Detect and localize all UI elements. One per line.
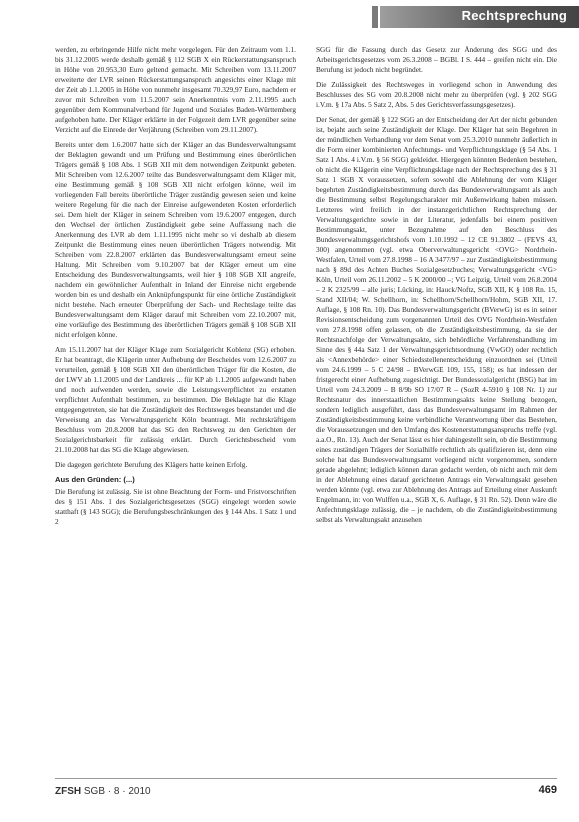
paragraph: Der Senat, der gemäß § 122 SGG an der Entscheidung der Art der nicht gebunden ist, bejaht auch seine Zuständigkeit der Klage. Der Kläger hat sein Begehren in der mündlichen Verhandlung vor dem Senat vom 25.3.2010 nunmehr äußerlich in die Form einer kombinierten Anfechtungs- und Verpflichtungsklage (§ 54 Abs. 1 Satz 1 Abs. 4 i.V.m. § 56 SGG) gekleidet. Hiergegen könnten Bedenken bestehen, ob nicht die Klägerin eine Verpflichtungsklage nach der Rechtsprechung des § 31 Satz 1 SGB X voraussetzen, sofern sowohl die Ablehnung der vom Kläger begehrten Zuständigkeitsbestimmung durch das Bundesverwaltungsamt als auch die Bestimmung selbst Regelungscharakter mit Außenwirkung haben müssen. Letzteres wird freilich in der instanzgerichtlichen Rechtsprechung der Verwaltungsgerichte sowie in der Literatur, jedenfalls bei einem positiven Bestimmungsakt, unter Bezugnahme auf den Beschluss des Bundesverwaltungsgerichtshofs vom 1.10.1992 – 12 CE 91.3802 – (FEVS 43, 300) angenommen (vgl. etwa Oberverwaltungsgericht <OVG> Nordrhein-Westfalen, Urteil vom 27.8.1998 – 16 A 3477/97 – zur Zuständigkeitsbestimmung nach § 89d des Achten Buches Sozialgesetzbuches; Verwaltungsgericht <VG> Köln, Urteil vom 26.11.2002 – 5 K 2000/00 –; VG Leipzig, Urteil vom 26.8.2004 – 2 K 2325/99 – alle juris; Lücking, in: Hauck/Noftz, SGB XII, K § 108 Rn. 15, Stand XII/04; W. Schellhorn, in: Schellhorn/Schellhorn/Hohm, SGB XII, 17. Auflage, § 108 Rn. 10). Das Bundesverwaltungsgericht (BVerwG) ist es in seiner Revisionsentscheidung zum vorgenannten Urteil des OVG Nordrhein-Westfalen vom 27.8.1998 offen gelassen, ob die Zuständigkeitsbestimmung, da sie der Rechtsnachfolge der Verwaltungsakte, sich behördliche Verfahrenshandlung im Sinne des § 44a Satz 1 der Verwaltungsgerichtsordnung (VwGO) oder rechtlich als <Annexbehörde> einer Schiedsstellenentscheidung einzuordnen sei (Urteil vom 24.6.1999 – 5 C 24/98 – BVerwGE 109, 155, 158); es hat indessen der fristgerecht einer Aufhebung zugesichtigt. Der Bundessozialgericht (BSG) hat im Urteil vom 24.3.2009 – B 8/9b SO 17/07 R – (SozR 4-5910 § 108 Nr. 1) zur Rechtsnatur des innerstaatlichen Bestimmungsakts keine Stellung bezogen, sondern lediglich ausgeführt, dass das Bundesverwaltungsamt im Rahmen der Zuständigkeitsbestimmung keine verbindliche Verantwortung über das Bestehen, die Voraussetzungen und den Umfang des Kostenerstattungsanspruchs treffe (vgl. a.a.O., Rn. 13). Auch der Senat lässt es hier dahingestellt sein, ob die Bestimmung eines zuständigen Trägers der Sozialhilfe rechtlich als qualifizieren ist, denn eine solche hat das Bundesverwaltungsamt vorliegend nicht vorgenommen, sondern gerade abgelehnt; lediglich können daran gedacht werden, ob nicht auch mit dem in der Ablehnung eines darauf gerichteten Antrags ein Verwaltungsakt gesehen werden könnte (vgl. etwa zur Ablehnung des Antrags auf Erteilung einer Auskunft Engelmann, in: von Wulffen u.a., SGB X, 6. Auflage, § 31 Rn. 52). Denn wäre die Anfechtungsklage zulässig, die – je nachdem, ob die Zuständigkeitsbestimmung selbst als Verwaltungsakt anzusehen: [316, 115, 557, 524]
paragraph: Bereits unter dem 1.6.2007 hatte sich der Kläger an das Bundesverwaltungsamt der Beklagten gewandt und um Prüfung und Bestimmung eines überörtlichen Trägers gemäß § 108 Abs. 1 SGB XII mit dem notwendigen Zeitpunkt gebeten. Mit Schreiben vom 12.6.2007 teilte das Bundesverwaltungsamt dem Kläger mit, eine Bestimmung gemäß § 108 SGB XII nicht erfolgen könne, weil im vorliegenden Fall bereits überörtliche Träger zuständig gewesen seien und keine weitere Regelung für die nach der Einreise aufgewendeten Kosten erforderlich sei. Dem hielt der Kläger in seinem Schreiben vom 19.6.2007 entgegen, durch den Wechsel der örtlichen Zuständigkeit gebe seine Auffassung nach die Anerkennung des LVR ab dem 1.11.1995 nicht mehr so vi deshalb ab diesem Zeitpunkt die Bestimmung eines neuen überörtlichen Trägers notwendig. Mit Schreiben vom 22.8.2007 erklärten das Bundesverwaltungsamt erneut seine Haltung. Mit Schreiben vom 9.10.2007 bat der Kläger erneut um eine Entscheidung des Bundesverwaltungsamts, weil hier § 108 SGB XII angreife, nachdem ein gewöhnlicher Aufenthalt in Inland der Einreise nicht ergebende worden bin es und deshalb ein Anknüpfungspunkt für eine örtliche Zuständigkeit nicht bestehe. Nach erneuter Überprüfung der Sach- und Rechtslage teilte das Bundesverwaltungsamt dem Kläger darauf mit Schreiben vom 22.10.2007 mit, eine vorläufige des Bestimmung des überörtlichen Trägers gemäß § 108 SGB XII nicht erfolgen könne.: [55, 140, 296, 339]
header-band: [0, 0, 579, 34]
page-number: 469: [538, 784, 557, 796]
paragraph: SGG für die Fassung durch das Gesetz zur Änderung des SGG und des Arbeitsgerichtsgesetzes vom 26.3.2008 – BGBl. I S. 444 – greifen nicht ein. Die Berufung ist jedoch nicht begründet.: [316, 45, 557, 74]
paragraph: Am 15.11.2007 hat der Kläger Klage zum Sozialgericht Koblenz (SG) erhoben. Er hat beantragt, die Klägerin unter Aufhebung der Bescheides vom 12.6.2007 zu verurteilen, gemäß § 108 SGB XII den überörtlichen Träger für die Kosten, die der LWV ab 1.1.2005 und der Landkreis ... für KP ab 1.1.2005 aufgewandt haben und noch aufwenden werden, sowie die Leistungsverpflichtet zu erstatten verpflichtet Aufenthalt bestimmen, zu bestimmen. Die Beklagte hat die Klage entgegengetreten, sie hat die Zuständigkeit des Rechtsweges beanstandet und die Verweisung an das Verwaltungsgericht Köln beantragt. Mit rechtskräftigem Beschluss vom 20.8.2008 hat das SG den Rechtsweg zu den Gerichten der Sozialgerichtsbarkeit für zulässig erklärt. Durch Gerichtsbescheid vom 21.10.2008 hat das SG die Klage abgewiesen.: [55, 345, 296, 454]
right-column: [316, 45, 557, 767]
paragraph: werden, zu erbringende Hilfe nicht mehr vorgelegen. Für den Zeitraum vom 1.1. bis 31.12.2005 werde deshalb gemäß § 112 SGB X ein Rückerstattungsanspruch in Höhe von 20.953,30 Euro geltend gemacht. Mit Schreiben vom 13.11.2007 erweiterte der LVR seinen Rückerstattungsanspruch angesichts einer Klage mit der Zeit ab 1.1.2005 in Höhe von nunmehr insgesamt 70.329,97 Euro, nachdem er zuvor mit Schreiben vom 11.5.2007 sein Anerkenntnis vom 2.11.1995 auch gegenüber dem Kommunalverband für Jugend und Soziales Baden-Württemberg aufgehoben hatte. Der Kläger erklärte in der Folgezeit dem LVR gegenüber seine Verzicht auf die Einrede der Verjährung (Schreiben vom 29.11.2007).: [55, 45, 296, 134]
left-column: [55, 45, 296, 767]
journal-name: [55, 786, 151, 797]
paragraph: Die Berufung ist zulässig. Sie ist ohne Beachtung der Form- und Fristvorschriften des § 151 Abs. 1 des Sozialgerichtsgesetzes (SGG) eingelegt worden sowie statthaft (§ 143 SGG); die Berufungsbeschränkungen des § 144 Abs. 1 Satz 1 und 2: [55, 487, 296, 526]
paragraph: Die Zulässigkeit des Rechtsweges in vorliegend schon in Anwendung des Beschlusses des SG vom 20.8.2008 nicht mehr zu überprüfen (vgl. § 202 SGG i.V.m. § 17a Abs. 5 Satz 2, Abs. 5 des Gerichtsverfassungsgesetzes).: [316, 80, 557, 109]
section-heading: Aus den Gründen: (...): [55, 475, 135, 484]
page-footer: [0, 778, 579, 818]
paragraph: Die dagegen gerichtete Berufung des Klägers hatte keinen Erfolg.: [55, 460, 248, 469]
header-accent: [372, 6, 378, 28]
journal-issue: SGB · 8 · 2010: [83, 786, 151, 797]
article-body: [55, 45, 557, 767]
journal-brand: ZFSH: [55, 786, 82, 797]
section-title: Rechtsprechung: [461, 8, 567, 23]
footer-rule: [55, 778, 557, 779]
